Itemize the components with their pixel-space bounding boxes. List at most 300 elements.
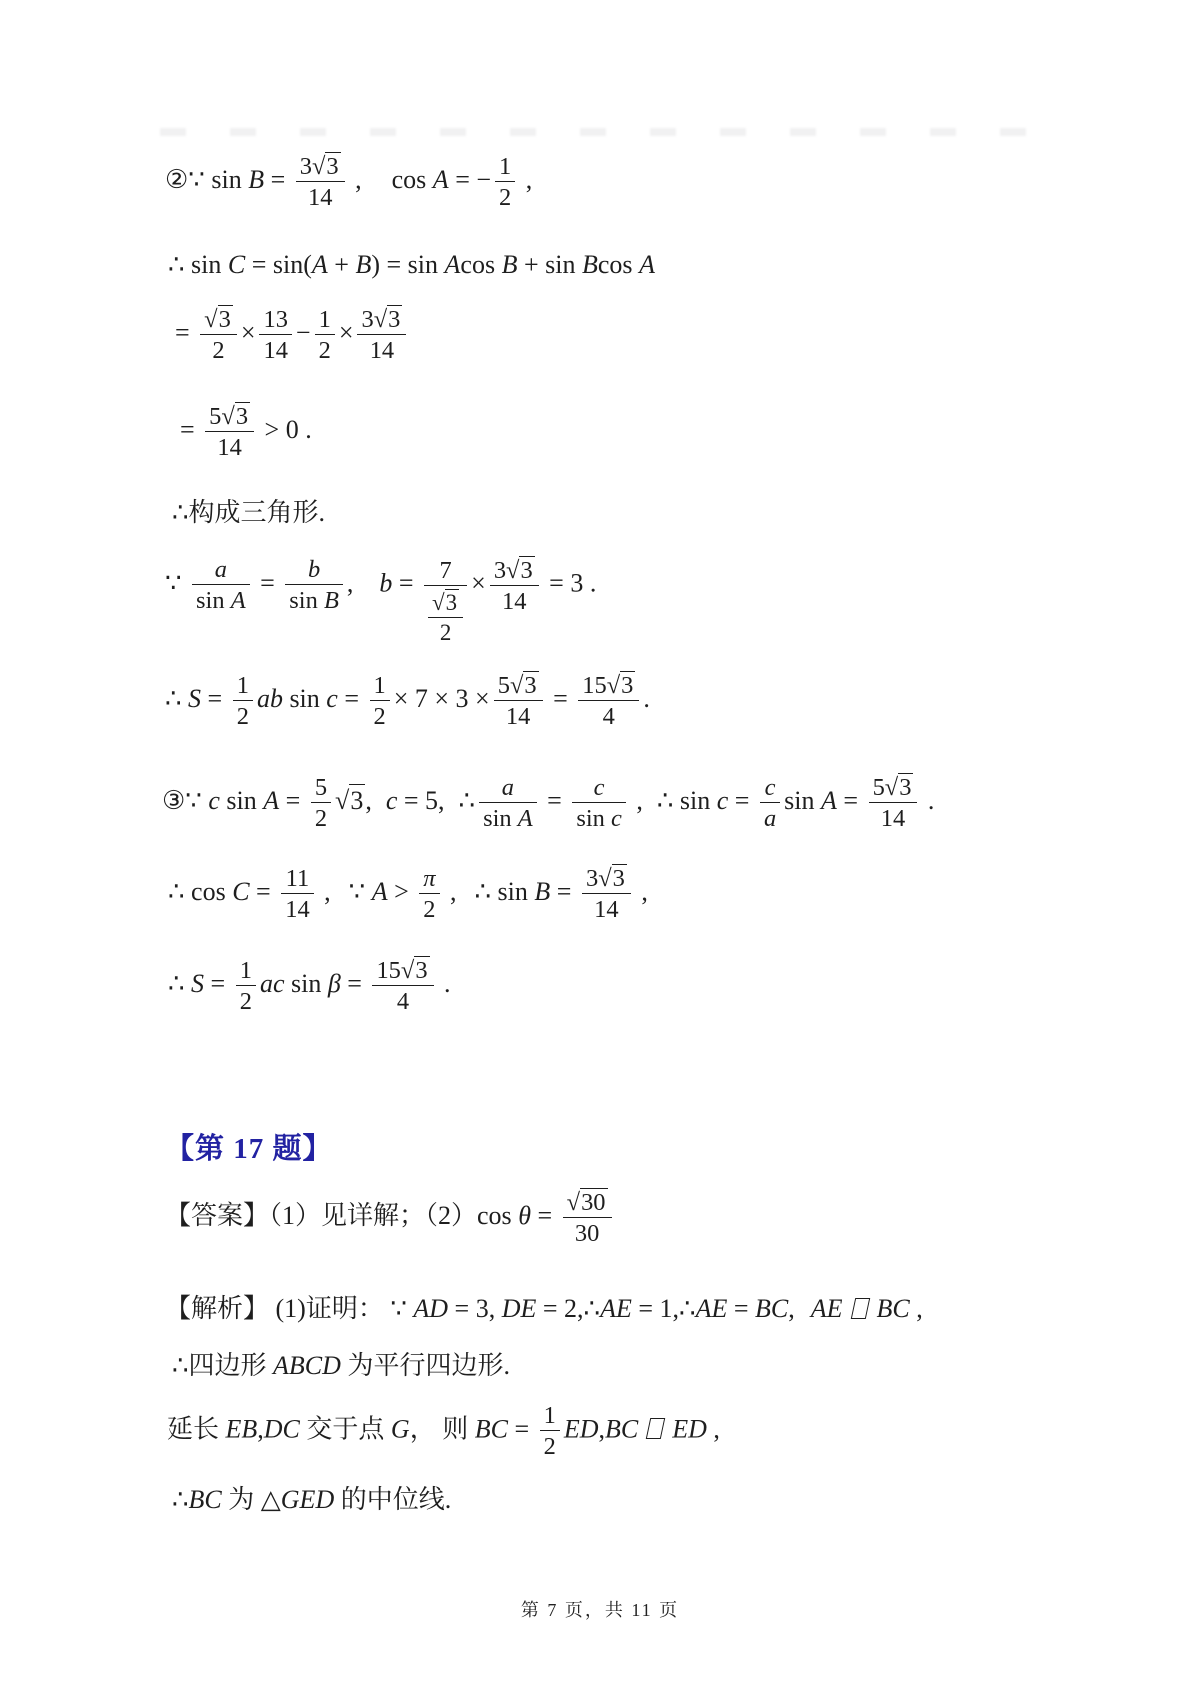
math-run: × xyxy=(240,317,256,347)
fraction xyxy=(495,153,515,212)
math-run: = xyxy=(836,785,865,815)
math-run: = xyxy=(540,785,569,815)
fraction xyxy=(869,773,918,833)
formula-line-substitution xyxy=(175,305,410,365)
math-run: , xyxy=(348,164,362,194)
fraction xyxy=(428,589,463,645)
math-run: c xyxy=(716,785,729,815)
math-run: 3 xyxy=(612,865,625,892)
numerator xyxy=(192,556,250,584)
answer-line xyxy=(165,1188,616,1248)
math-run: = xyxy=(727,1294,756,1323)
analysis-proof-line xyxy=(165,1293,923,1326)
math-run: 3 xyxy=(585,865,599,892)
math-run: 1 xyxy=(318,305,331,333)
radicand xyxy=(387,305,402,333)
numerator xyxy=(281,865,313,893)
math-run: ∵ xyxy=(348,876,372,906)
math-run: 2 xyxy=(439,620,452,646)
math-run: 14 xyxy=(263,336,288,364)
math-run: , xyxy=(317,876,331,906)
math-run: ∴ xyxy=(168,968,192,998)
math-run: 2 xyxy=(318,336,331,364)
math-run: 3 xyxy=(388,306,401,333)
math-run: cos xyxy=(597,250,640,279)
math-run: 14 xyxy=(880,805,906,833)
formula-line-cosC-sinB xyxy=(168,864,648,924)
numerator xyxy=(428,589,463,617)
math-run: = xyxy=(249,876,278,906)
math-run: 15 xyxy=(376,957,401,984)
math-run: 14 xyxy=(594,896,619,924)
math-run: 2 xyxy=(499,183,512,211)
fraction xyxy=(563,1188,612,1248)
math-run: S xyxy=(191,968,205,998)
formula-line-law-of-sines-b xyxy=(165,541,597,646)
math-run: = xyxy=(507,1414,536,1444)
math-run: 3 xyxy=(415,957,428,984)
radicand xyxy=(218,305,233,333)
math-run: 4 xyxy=(602,703,615,731)
radical xyxy=(510,671,539,699)
fraction xyxy=(205,402,254,462)
formula-line-case3-given xyxy=(162,773,934,833)
math-run: 3 xyxy=(326,153,339,180)
denominator xyxy=(494,700,543,730)
conclusion-triangle-formed xyxy=(172,497,325,530)
fraction xyxy=(192,556,250,615)
math-run: B xyxy=(534,876,551,906)
radical xyxy=(401,956,430,984)
math-run: ab xyxy=(256,683,283,713)
radical xyxy=(221,402,250,430)
math-run: 【解析】 (1)证明： xyxy=(165,1294,391,1323)
fraction xyxy=(370,672,390,731)
math-run: = − xyxy=(448,164,492,194)
math-run: A xyxy=(639,250,655,279)
math-run: AE xyxy=(810,1294,843,1323)
math-run: ∴ sin xyxy=(168,250,228,279)
fraction xyxy=(572,774,626,833)
math-run: 13 xyxy=(263,305,288,333)
math-run: = xyxy=(728,785,756,815)
radicand xyxy=(612,864,627,892)
math-run: C xyxy=(227,250,246,279)
math-run: B xyxy=(501,250,518,279)
denominator xyxy=(424,585,467,645)
math-run: ∴ xyxy=(165,683,189,713)
fraction xyxy=(236,957,256,1016)
math-run: sin xyxy=(196,587,231,615)
math-run: cos xyxy=(460,250,502,279)
math-run: sin xyxy=(784,785,821,815)
numerator xyxy=(315,306,335,334)
math-run: 1 xyxy=(373,671,386,699)
math-run: 1 xyxy=(239,956,252,984)
math-run: c xyxy=(610,804,622,832)
formula-line-case2-given xyxy=(165,152,532,212)
math-run: AE xyxy=(695,1294,728,1323)
denominator xyxy=(490,585,539,615)
numerator xyxy=(285,556,343,584)
math-run: A xyxy=(444,250,461,279)
numerator xyxy=(236,957,256,985)
extend-construction-line xyxy=(167,1402,720,1461)
math-run: S xyxy=(188,683,202,713)
numerator xyxy=(357,305,406,334)
math-run: 3 xyxy=(361,306,374,333)
math-run: ac xyxy=(259,968,285,998)
numerator xyxy=(572,774,626,802)
math-run: 1 xyxy=(236,671,249,699)
math-run: + sin xyxy=(517,250,582,279)
radicand xyxy=(898,773,913,801)
radicand xyxy=(325,152,340,180)
math-run: c xyxy=(385,785,398,815)
math-run: ED xyxy=(672,1414,707,1444)
math-run: = xyxy=(253,568,282,598)
math-run: , xyxy=(788,1294,795,1323)
fraction xyxy=(233,672,253,731)
math-run: ②∵ sin xyxy=(165,164,249,194)
math-run: A xyxy=(432,164,449,194)
math-run: , xyxy=(519,164,533,194)
radical xyxy=(312,152,341,180)
radical xyxy=(607,671,636,699)
radical xyxy=(204,305,233,333)
numerator xyxy=(296,152,345,181)
math-run: , xyxy=(443,876,457,906)
math-run: 3 xyxy=(235,403,249,430)
math-run: BC xyxy=(605,1414,639,1444)
math-run: BC xyxy=(876,1294,910,1323)
math-run: sin xyxy=(576,804,611,832)
formula-line-sinC-expansion xyxy=(168,249,655,282)
numerator xyxy=(205,402,254,431)
fraction xyxy=(419,865,439,924)
math-run: EB xyxy=(225,1414,258,1444)
math-run: . xyxy=(643,683,650,713)
radical xyxy=(374,305,403,333)
math-run: 30 xyxy=(574,1220,600,1248)
math-run: sin xyxy=(282,683,327,713)
math-run: = xyxy=(546,683,575,713)
math-run: = xyxy=(175,317,197,347)
math-run: 2 xyxy=(543,1433,556,1461)
math-run: ABCD xyxy=(273,1351,341,1380)
math-run: β xyxy=(327,968,341,998)
fraction xyxy=(357,305,406,365)
math-run: , xyxy=(598,1414,606,1444)
math-run: BC xyxy=(474,1414,508,1444)
radical-sign-icon: √ xyxy=(311,153,326,180)
math-run: 14 xyxy=(217,434,242,462)
math-run: , xyxy=(257,1414,264,1444)
math-run: = sin( xyxy=(245,250,312,279)
numerator xyxy=(370,672,390,700)
math-run: c xyxy=(326,683,338,713)
fraction xyxy=(490,556,539,616)
denominator xyxy=(205,431,254,461)
math-run: A xyxy=(230,587,246,615)
math-run: 3 xyxy=(445,590,458,616)
fraction xyxy=(540,1402,560,1461)
math-run: , xyxy=(629,785,643,815)
math-run: A xyxy=(311,250,328,279)
math-run: ED xyxy=(563,1414,599,1444)
math-run: AE xyxy=(600,1294,632,1323)
math-run: sin xyxy=(219,785,264,815)
math-run: 3 xyxy=(520,556,533,584)
scan-artifact xyxy=(160,128,1060,136)
math-run: b xyxy=(307,556,321,584)
denominator xyxy=(236,985,256,1015)
math-run: 14 xyxy=(369,337,395,365)
math-run: c xyxy=(764,773,776,801)
denominator xyxy=(370,700,390,730)
math-run: ) = sin xyxy=(371,250,445,279)
fraction xyxy=(372,956,433,1016)
math-run: 2 xyxy=(373,702,386,730)
math-run: ③∵ xyxy=(162,785,209,815)
denominator xyxy=(233,700,253,730)
math-run: A xyxy=(517,804,533,832)
denominator xyxy=(200,334,237,364)
math-run: × xyxy=(471,568,486,598)
math-run: = 1,∴ xyxy=(631,1294,696,1323)
math-run: θ xyxy=(518,1200,531,1230)
denominator xyxy=(760,802,780,832)
math-run: 为平行四边形. xyxy=(340,1351,510,1380)
radical-sign-icon: √ xyxy=(598,865,612,892)
math-run: , xyxy=(365,785,372,815)
math-run: C xyxy=(232,876,250,906)
radical-sign-icon: √ xyxy=(606,672,621,699)
math-run: 14 xyxy=(307,184,333,212)
denominator xyxy=(578,700,639,730)
math-run: 交于点 xyxy=(299,1414,391,1444)
radical xyxy=(598,864,627,892)
math-run: BC xyxy=(188,1485,222,1514)
math-run: ∴ cos xyxy=(168,876,233,906)
denominator xyxy=(192,584,250,614)
math-run: = xyxy=(204,968,232,998)
math-run: π xyxy=(423,864,436,892)
fraction xyxy=(200,305,237,365)
denominator xyxy=(572,802,626,832)
math-run: ∴ xyxy=(172,1485,189,1514)
numerator xyxy=(582,864,631,893)
math-run: . xyxy=(921,785,935,815)
math-run: = 3 . xyxy=(542,568,597,598)
math-run: b xyxy=(379,568,393,598)
numerator xyxy=(869,773,918,802)
math-run: ∴ xyxy=(458,785,476,815)
math-run: 7 xyxy=(439,557,452,584)
radical-sign-icon: √ xyxy=(335,785,350,815)
math-run: ∴ sin xyxy=(474,876,535,906)
math-run: 14 xyxy=(505,703,531,731)
fraction xyxy=(424,557,467,646)
denominator xyxy=(419,893,439,923)
math-run: 2 xyxy=(239,987,252,1015)
math-run: 3 xyxy=(218,306,231,333)
denominator xyxy=(479,802,537,832)
numerator xyxy=(495,153,515,181)
math-run: 2 xyxy=(423,895,436,923)
problem-17-heading: 【第 17 题】 xyxy=(165,1133,333,1165)
midline-conclusion xyxy=(172,1484,451,1517)
formula-line-result-positive xyxy=(180,402,312,462)
numerator xyxy=(233,672,253,700)
radicand xyxy=(414,956,429,984)
radical-sign-icon: √ xyxy=(566,1189,581,1216)
radical-sign-icon: √ xyxy=(400,957,415,984)
numerator xyxy=(259,306,291,334)
numerator xyxy=(760,774,780,802)
radical xyxy=(885,773,914,801)
math-run: cos xyxy=(477,1200,519,1230)
radical xyxy=(432,589,459,616)
math-run: DE xyxy=(501,1294,537,1323)
math-run: + xyxy=(327,250,356,279)
fraction xyxy=(296,152,345,212)
math-run: > xyxy=(387,876,416,906)
math-run: = xyxy=(201,683,229,713)
radical-sign-icon: √ xyxy=(221,403,235,430)
math-run: 4 xyxy=(396,988,410,1016)
numerator xyxy=(419,865,439,893)
fraction xyxy=(479,774,537,833)
radical-sign-icon: √ xyxy=(509,672,524,699)
numerator xyxy=(578,671,639,700)
parallel-symbol-box xyxy=(646,1418,665,1439)
math-run: × xyxy=(338,317,354,347)
denominator xyxy=(259,334,291,364)
math-run: ∵ xyxy=(390,1294,414,1323)
math-run: 30 xyxy=(581,1189,606,1216)
radical-sign-icon: √ xyxy=(373,306,388,333)
numerator xyxy=(200,305,237,334)
math-run: c xyxy=(208,785,220,815)
fraction xyxy=(578,671,639,731)
radicand xyxy=(349,784,365,818)
math-run: = xyxy=(337,683,366,713)
math-run: 11 xyxy=(285,864,310,892)
fraction xyxy=(760,774,780,833)
math-run: 2 xyxy=(314,804,328,832)
math-run: a xyxy=(763,804,777,832)
math-run: B xyxy=(248,164,265,194)
math-run: = xyxy=(279,785,307,815)
math-run: ， 则 xyxy=(409,1414,475,1444)
math-run: 为 △ xyxy=(221,1485,281,1514)
math-run: = xyxy=(340,968,369,998)
fraction xyxy=(494,671,543,731)
formula-line-area-case3 xyxy=(168,956,451,1016)
math-run: 3 xyxy=(899,774,912,801)
formula-line-area-case2 xyxy=(165,671,650,731)
math-run: 1 xyxy=(543,1402,556,1429)
math-run: ∴四边形 xyxy=(172,1351,274,1380)
math-run: AD xyxy=(413,1294,449,1323)
radical-sign-icon: √ xyxy=(884,774,899,801)
radicand xyxy=(580,1188,607,1216)
numerator xyxy=(372,956,433,985)
math-run: B xyxy=(582,250,598,279)
denominator xyxy=(428,617,463,646)
radical-sign-icon: √ xyxy=(432,590,445,616)
math-run: , xyxy=(909,1294,923,1323)
denominator xyxy=(311,802,331,832)
math-run: G xyxy=(390,1414,410,1444)
math-run: 15 xyxy=(582,672,607,699)
denominator xyxy=(372,985,433,1015)
numerator xyxy=(424,557,467,585)
denominator xyxy=(495,181,515,211)
numerator xyxy=(540,1402,560,1430)
math-run: 5 xyxy=(314,773,328,801)
math-run: > 0 . xyxy=(258,414,312,444)
math-run: 延长 xyxy=(167,1414,226,1444)
radical xyxy=(335,784,365,818)
math-run: sin xyxy=(289,587,324,615)
math-run: 5 xyxy=(209,403,222,430)
math-run: 的中位线. xyxy=(334,1485,452,1514)
math-run: 3 xyxy=(493,556,507,584)
math-run: 3 xyxy=(621,672,634,699)
math-run: , xyxy=(706,1414,720,1444)
math-run: 2 xyxy=(236,702,249,730)
radical xyxy=(506,556,535,584)
math-run: × 7 × 3 × xyxy=(393,683,490,713)
math-run: . xyxy=(437,968,451,998)
radical xyxy=(567,1188,608,1216)
numerator xyxy=(563,1188,612,1217)
math-run: 5 xyxy=(497,672,510,699)
math-run: cos xyxy=(391,164,433,194)
math-run: a xyxy=(214,556,227,584)
math-run: 3 xyxy=(350,785,364,815)
denominator xyxy=(281,893,313,923)
numerator xyxy=(494,671,543,700)
math-run: a xyxy=(501,773,514,801)
denominator xyxy=(540,1430,560,1460)
math-run: ∴ sin xyxy=(656,785,717,815)
denominator xyxy=(563,1217,612,1247)
math-run: BC xyxy=(755,1294,789,1323)
math-run: 14 xyxy=(285,895,310,923)
fraction xyxy=(285,556,343,615)
radical-sign-icon: √ xyxy=(506,556,520,584)
math-run: 2 xyxy=(212,337,225,365)
math-run: , xyxy=(346,568,354,598)
radical-sign-icon: √ xyxy=(204,306,218,333)
math-run: = 3, xyxy=(448,1294,502,1323)
numerator xyxy=(311,774,331,802)
math-run: 3 xyxy=(299,153,312,180)
radicand xyxy=(235,402,250,430)
math-run: = xyxy=(392,568,421,598)
math-run: GED xyxy=(280,1485,335,1514)
denominator xyxy=(357,334,406,364)
math-run: sin xyxy=(284,968,328,998)
math-run: = xyxy=(550,876,578,906)
radicand xyxy=(519,556,534,584)
denominator xyxy=(315,334,335,364)
math-run: = 2,∴ xyxy=(536,1294,601,1323)
math-run: DC xyxy=(263,1414,300,1444)
